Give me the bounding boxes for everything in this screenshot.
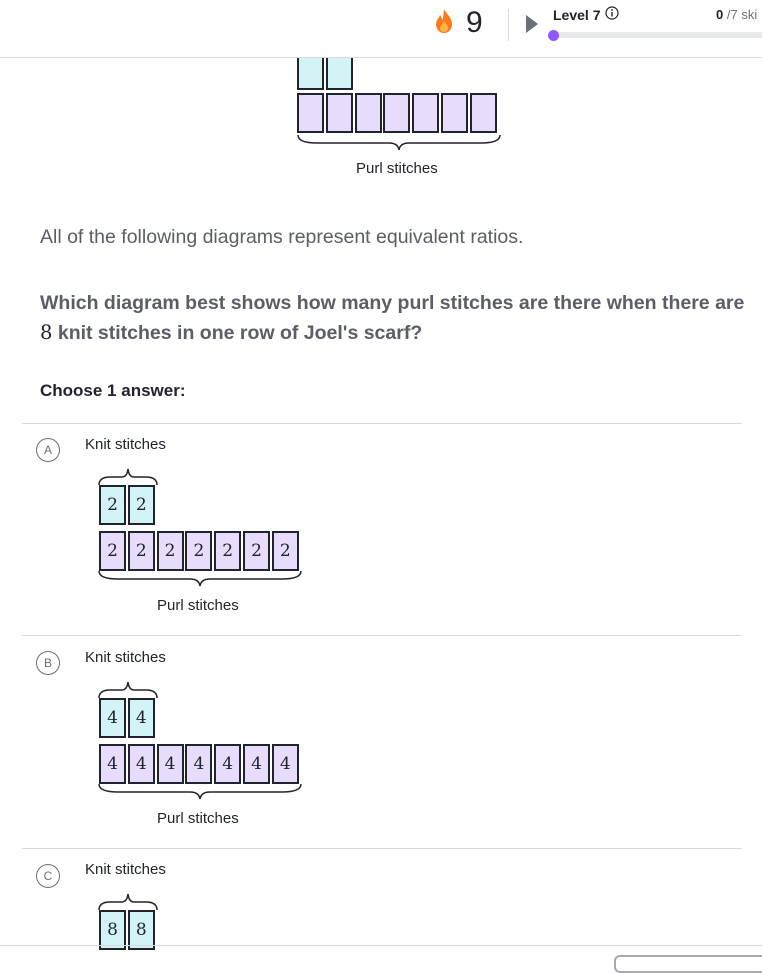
choice-a-letter[interactable]: A: [36, 438, 60, 462]
tape-cell: 8: [128, 910, 155, 950]
purl-tape: [297, 93, 499, 133]
knit-brace: [98, 893, 159, 911]
knit-brace: [98, 468, 159, 486]
top-header: [0, 0, 762, 58]
purl-stitches-label: Purl stitches: [157, 810, 239, 827]
knit-stitches-label: Knit stitches: [85, 649, 166, 666]
tape-cell: [383, 93, 410, 133]
purl-brace: [98, 570, 302, 588]
tape-cell: 8: [99, 910, 126, 950]
tape-cell: 4: [272, 744, 299, 784]
knit-brace: [98, 681, 159, 699]
tape-cell: 4: [243, 744, 270, 784]
choice-divider: [22, 423, 742, 424]
header-divider: [508, 9, 509, 41]
info-icon[interactable]: [605, 6, 619, 23]
tape-cell: [326, 93, 353, 133]
tape-cell: 4: [185, 744, 212, 784]
choice-b-letter[interactable]: B: [36, 651, 60, 675]
footer-button[interactable]: [614, 955, 762, 973]
flame-icon: [430, 7, 458, 40]
purl-tape: [99, 531, 301, 571]
choice-divider: [22, 635, 742, 636]
question-number: 8: [40, 321, 53, 344]
progress-marker: [548, 30, 559, 41]
level-progress-bar: [553, 32, 762, 38]
knit-stitches-label: Knit stitches: [85, 436, 166, 453]
purl-tape: [99, 744, 301, 784]
footer-divider: [0, 945, 762, 946]
tape-cell: 4: [128, 744, 155, 784]
choice-divider: [22, 848, 742, 849]
tape-cell: 2: [128, 531, 155, 571]
tape-cell: 4: [157, 744, 184, 784]
tape-cell: 4: [99, 744, 126, 784]
tape-cell: [355, 93, 382, 133]
purl-stitches-label: Purl stitches: [157, 597, 239, 614]
skills-count: 0 /7 ski: [716, 7, 758, 22]
knit-tape: [99, 910, 157, 950]
play-icon[interactable]: [526, 15, 538, 38]
question-part-2: knit stitches in one row of Joel's scarf?: [57, 322, 423, 344]
tape-cell: 2: [157, 531, 184, 571]
tape-cell: 4: [128, 698, 155, 738]
streak-counter[interactable]: [430, 6, 483, 40]
tape-cell: 4: [99, 698, 126, 738]
tape-cell: 2: [99, 531, 126, 571]
statement-text: All of the following diagrams represent equivalent ratios.: [40, 226, 524, 248]
tape-cell: [441, 93, 468, 133]
tape-cell: [412, 93, 439, 133]
tape-cell: 2: [185, 531, 212, 571]
knit-tape: [99, 698, 157, 738]
purl-stitches-label: Purl stitches: [356, 160, 438, 177]
choice-c-letter[interactable]: C: [36, 864, 60, 888]
tape-cell: 2: [128, 485, 155, 525]
tape-cell: [297, 93, 324, 133]
level-label[interactable]: [553, 6, 619, 23]
question-text: [40, 289, 745, 348]
tape-cell: 2: [99, 485, 126, 525]
tape-cell: 2: [243, 531, 270, 571]
knit-stitches-label: Knit stitches: [85, 861, 166, 878]
question-part-1: Which diagram best shows how many purl stitches are there when there are: [40, 292, 745, 314]
tape-cell: 4: [214, 744, 241, 784]
knit-tape: [99, 485, 157, 525]
tape-cell: 2: [214, 531, 241, 571]
choose-label: Choose 1 answer:: [40, 381, 186, 400]
streak-count: 9: [466, 6, 483, 39]
level-text: Level 7: [553, 6, 601, 23]
purl-brace: [98, 783, 302, 801]
tape-cell: [470, 93, 497, 133]
tape-cell: 2: [272, 531, 299, 571]
purl-brace: [297, 134, 501, 152]
